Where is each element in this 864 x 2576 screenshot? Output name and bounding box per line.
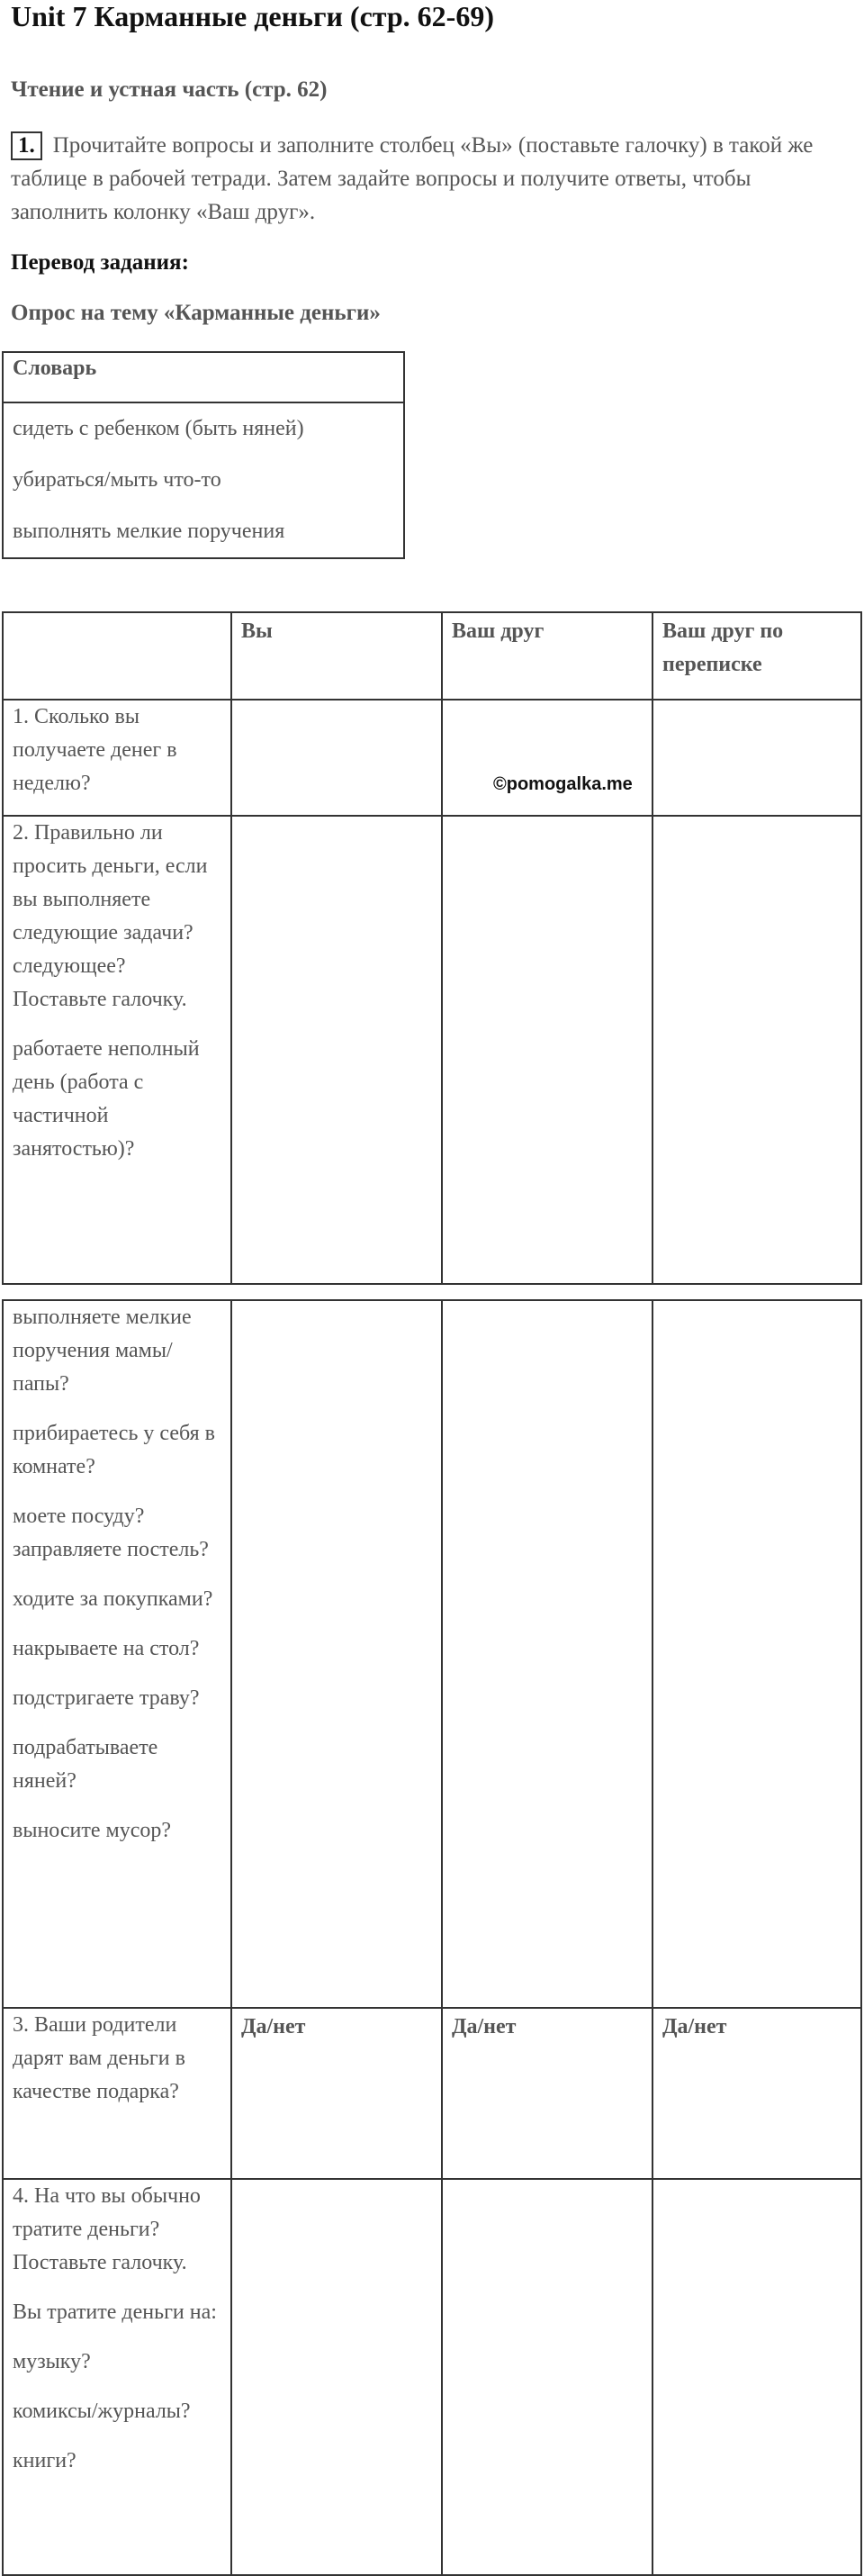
vocabulary-heading: Словарь xyxy=(4,353,403,403)
table-row xyxy=(3,2008,861,2179)
question-cell xyxy=(3,700,231,816)
answer-cell-you[interactable] xyxy=(231,2179,442,2575)
question-option: выносите мусор? xyxy=(13,1819,172,1842)
table-header-row xyxy=(3,612,861,700)
question-option: музыку? xyxy=(13,2350,91,2373)
answer-cell-penfriend[interactable] xyxy=(652,700,861,816)
answer-cell-penfriend[interactable] xyxy=(652,816,861,1284)
question-text: 3. Ваши родители дарят вам деньги в качестве подарка? xyxy=(13,2013,185,2103)
translation-heading: Перевод задания: xyxy=(11,250,189,275)
answer-cell-friend[interactable] xyxy=(442,700,652,816)
page-title: Unit 7 Карманные деньги (стр. 62-69) xyxy=(11,0,494,32)
question-cell xyxy=(3,816,231,1284)
vocabulary-item: сидеть с ребенком (быть няней) xyxy=(13,417,304,440)
survey-title: Опрос на тему «Карманные деньги» xyxy=(11,301,381,325)
question-option: книги? xyxy=(13,2449,76,2472)
question-option: Вы тратите деньги на: xyxy=(13,2300,217,2324)
question-cell xyxy=(3,1300,231,2008)
answer-cell-penfriend[interactable] xyxy=(652,1300,861,2008)
question-cell xyxy=(3,2179,231,2575)
question-cell xyxy=(3,2008,231,2179)
answer-cell-friend[interactable] xyxy=(442,2179,652,2575)
answer-cell-penfriend[interactable]: Да/нет xyxy=(652,2008,861,2179)
table-row xyxy=(3,2179,861,2575)
answer-cell-friend[interactable]: Да/нет xyxy=(442,2008,652,2179)
answer-cell-friend[interactable] xyxy=(442,1300,652,2008)
question-option: прибираетесь у себя в комнате? xyxy=(13,1422,215,1478)
watermark: ©pomogalka.me xyxy=(493,774,633,794)
question-text: 2. Правильно ли просить деньги, если вы выполняете следующие задачи? следующее? Поставьте галочку. xyxy=(13,821,208,1011)
task-text: Прочитайте вопросы и заполните столбец «Вы» (поставьте галочку) в такой же таблице в рабочей тетради. Затем задайте вопросы и получите ответы, чтобы заполнить колонку «Ваш друг». xyxy=(11,133,814,224)
answer-cell-you[interactable] xyxy=(231,816,442,1284)
answer-cell-you[interactable]: Да/нет xyxy=(231,2008,442,2179)
table-row xyxy=(3,1300,861,2008)
table-header-cell xyxy=(3,612,231,700)
vocabulary-item: выполнять мелкие поручения xyxy=(13,520,285,543)
survey-table-part-1 xyxy=(2,611,862,1285)
answer-cell-you[interactable] xyxy=(231,700,442,816)
question-option: комиксы/журналы? xyxy=(13,2400,191,2423)
table-header-friend: Ваш друг xyxy=(442,612,652,700)
section-subtitle: Чтение и устная часть (стр. 62) xyxy=(11,77,328,102)
question-option: накрываете на стол? xyxy=(13,1637,200,1660)
answer-cell-penfriend[interactable] xyxy=(652,2179,861,2575)
question-option: ходите за покупками? xyxy=(13,1587,213,1611)
question-option: моете посуду? заправляете постель? xyxy=(13,1505,209,1561)
question-option: выполняете мелкие поручения мамы/папы? xyxy=(13,1306,192,1396)
vocabulary-box xyxy=(2,351,405,559)
question-option: подрабатываете няней? xyxy=(13,1736,158,1793)
table-row xyxy=(3,700,861,816)
table-row xyxy=(3,816,861,1284)
question-option: работаете неполный день (работа с частичной занятостью)? xyxy=(13,1037,200,1161)
question-text: 1. Сколько вы получаете денег в неделю? xyxy=(13,705,177,795)
answer-cell-friend[interactable] xyxy=(442,816,652,1284)
vocabulary-item: убираться/мыть что-то xyxy=(13,468,221,492)
table-header-you: Вы xyxy=(231,612,442,700)
task-instruction xyxy=(11,129,821,229)
question-text: 4. На что вы обычно тратите деньги? Поставьте галочку. xyxy=(13,2184,201,2274)
survey-table-part-2 xyxy=(2,1299,862,2576)
answer-cell-you[interactable] xyxy=(231,1300,442,2008)
task-number-badge: 1. xyxy=(11,131,42,160)
question-option: подстригаете траву? xyxy=(13,1686,200,1710)
table-header-penfriend: Ваш друг по переписке xyxy=(652,612,861,700)
